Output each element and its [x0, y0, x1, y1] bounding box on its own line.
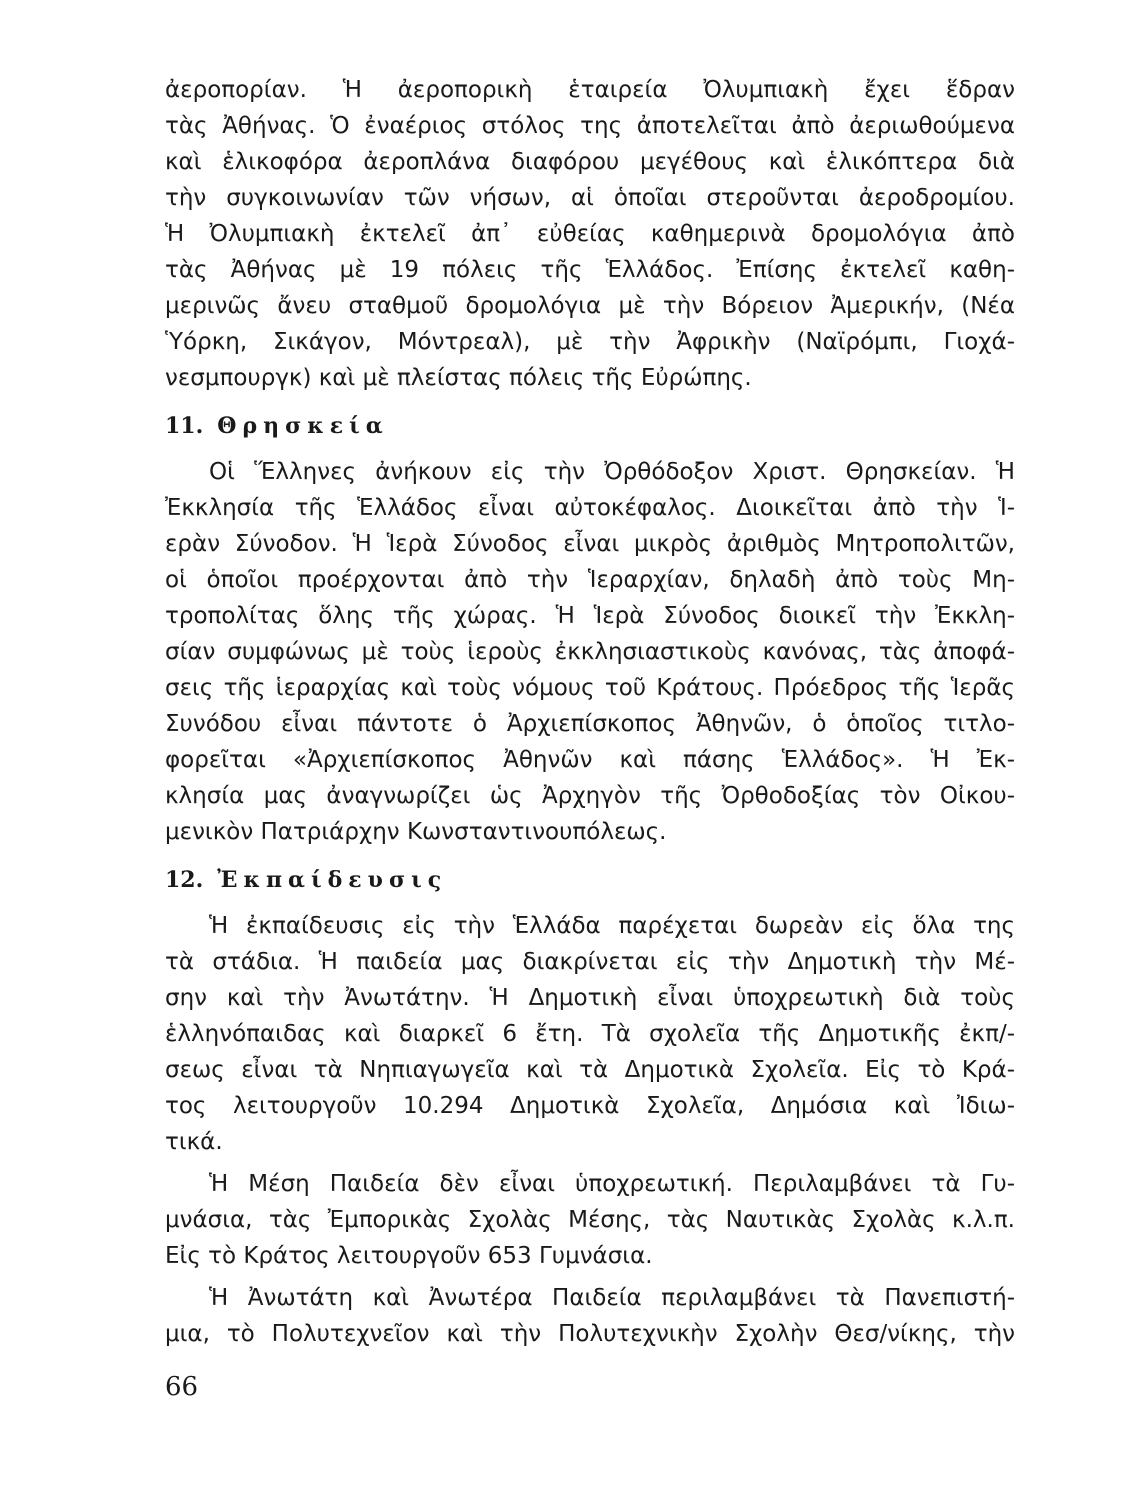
text-line: τὰς Ἀθήνας. Ὁ ἐναέριος στόλος της ἀποτελεῖται ἀπὸ ἀεριωθούμενα	[165, 113, 1015, 139]
text-line: οἱ ὁποῖοι προέρχονται ἀπὸ τὴν Ἱεραρχίαν, δηλαδὴ ἀπὸ τοὺς Μη-	[165, 567, 1015, 593]
text-line: νεσμπουργκ) καὶ μὲ πλείστας πόλεις τῆς Εὐρώπης.	[165, 365, 752, 391]
page-number: 66	[165, 1372, 199, 1402]
text-line: μια, τὸ Πολυτεχνεῖον καὶ τὴν Πολυτεχνικὴν Σχολὴν Θεσ/νίκης, τὴν	[165, 1321, 1015, 1347]
section-heading-education	[165, 860, 1015, 900]
document-page	[165, 72, 1015, 1492]
text-line: τὴν συγκοινωνίαν τῶν νήσων, αἱ ὁποῖαι στεροῦνται ἀεροδρομίου.	[165, 185, 1015, 211]
religion-paragraph	[165, 454, 1015, 850]
text-line: Ἡ Ὀλυμπιακὴ ἐκτελεῖ ἀπ᾽ εὐθείας καθημερινὰ δρομολόγια ἀπὸ	[165, 221, 1015, 247]
section-number: 11.	[165, 413, 204, 439]
text-line: Ὑόρκη, Σικάγον, Μόντρεαλ), μὲ τὴν Ἀφρικὴν (Ναϊρόμπι, Γιοχά-	[165, 329, 1015, 355]
text-line: ἀεροπορίαν. Ἡ ἀεροπορικὴ ἑταιρεία Ὀλυμπιακὴ ἔχει ἕδραν	[165, 77, 1015, 103]
text-line: ερὰν Σύνοδον. Ἡ Ἱερὰ Σύνοδος εἶναι μικρὸς ἀριθμὸς Μητροπολιτῶν,	[165, 531, 1015, 557]
text-line: τος λειτουργοῦν 10.294 Δημοτικὰ Σχολεῖα, Δημόσια καὶ Ἰδιω-	[165, 1093, 1015, 1119]
text-line: σεις τῆς ἱεραρχίας καὶ τοὺς νόμους τοῦ Κράτους. Πρόεδρος τῆς Ἱερᾶς	[165, 675, 1015, 701]
text-line: μνάσια, τὰς Ἐμπορικὰς Σχολὰς Μέσης, τὰς Ναυτικὰς Σχολὰς κ.λ.π.	[165, 1207, 1015, 1233]
text-line: φορεῖται «Ἀρχιεπίσκοπος Ἀθηνῶν καὶ πάσης Ἑλλάδος». Ἡ Ἐκ-	[165, 747, 1015, 773]
text-line: τικά.	[165, 1129, 223, 1155]
text-line: Οἱ Ἕλληνες ἀνήκουν εἰς τὴν Ὀρθόδοξον Χριστ. Θρησκείαν. Ἡ	[209, 459, 1015, 485]
text-line: μερινῶς ἄνευ σταθμοῦ δρομολόγια μὲ τὴν Βόρειον Ἀμερικήν, (Νέα	[165, 293, 1015, 319]
section-number: 12.	[165, 867, 204, 893]
text-line: τροπολίτας ὅλης τῆς χώρας. Ἡ Ἱερὰ Σύνοδος διοικεῖ τὴν Ἐκκλη-	[165, 603, 1015, 629]
education-paragraph-2	[165, 1166, 1015, 1274]
text-line: μενικὸν Πατριάρχην Κωνσταντινουπόλεως.	[165, 819, 667, 845]
education-paragraph-3	[165, 1280, 1015, 1352]
text-line: τὰ στάδια. Ἡ παιδεία μας διακρίνεται εἰς τὴν Δημοτικὴ τὴν Μέ-	[165, 949, 1015, 975]
text-line: σίαν συμφώνως μὲ τοὺς ἱεροὺς ἐκκλησιαστικοὺς κανόνας, τὰς ἀποφά-	[165, 639, 1015, 665]
text-line: Ἐκκλησία τῆς Ἑλλάδος εἶναι αὐτοκέφαλος. Διοικεῖται ἀπὸ τὴν Ἱ-	[165, 495, 1015, 521]
text-line: σην καὶ τὴν Ἀνωτάτην. Ἡ Δημοτικὴ εἶναι ὑποχρεωτικὴ διὰ τοὺς	[165, 985, 1015, 1011]
text-line: Ἡ ἐκπαίδευσις εἰς τὴν Ἑλλάδα παρέχεται δωρεὰν εἰς ὅλα της	[209, 913, 1015, 939]
section-title: Ἐκπαίδευσις	[217, 867, 448, 893]
text-line: Ἡ Μέση Παιδεία δὲν εἶναι ὑποχρεωτική. Περιλαμβάνει τὰ Γυ-	[209, 1171, 1015, 1197]
text-line: τὰς Ἀθήνας μὲ 19 πόλεις τῆς Ἑλλάδος. Ἐπίσης ἐκτελεῖ καθη-	[165, 257, 1015, 283]
text-line: καὶ ἑλικοφόρα ἀεροπλάνα διαφόρου μεγέθους καὶ ἑλικόπτερα διὰ	[165, 149, 1015, 175]
text-line: κλησία μας ἀναγνωρίζει ὡς Ἀρχηγὸν τῆς Ὀρθοδοξίας τὸν Οἰκου-	[165, 783, 1015, 809]
intro-paragraph	[165, 72, 1015, 396]
section-heading-religion	[165, 406, 1015, 446]
text-line: σεως εἶναι τὰ Νηπιαγωγεῖα καὶ τὰ Δημοτικὰ Σχολεῖα. Εἰς τὸ Κρά-	[165, 1057, 1015, 1083]
text-line: Συνόδου εἶναι πάντοτε ὁ Ἀρχιεπίσκοπος Ἀθηνῶν, ὁ ὁποῖος τιτλο-	[165, 711, 1015, 737]
text-line: Εἰς τὸ Κράτος λειτουργοῦν 653 Γυμνάσια.	[165, 1243, 653, 1269]
education-paragraph-1	[165, 908, 1015, 1160]
text-line: Ἡ Ἀνωτάτη καὶ Ἀνωτέρα Παιδεία περιλαμβάνει τὰ Πανεπιστή-	[209, 1285, 1015, 1311]
text-line: ἑλληνόπαιδας καὶ διαρκεῖ 6 ἔτη. Τὰ σχολεῖα τῆς Δημοτικῆς ἐκπ/-	[165, 1021, 1015, 1047]
section-title: Θρησκεία	[217, 413, 389, 439]
